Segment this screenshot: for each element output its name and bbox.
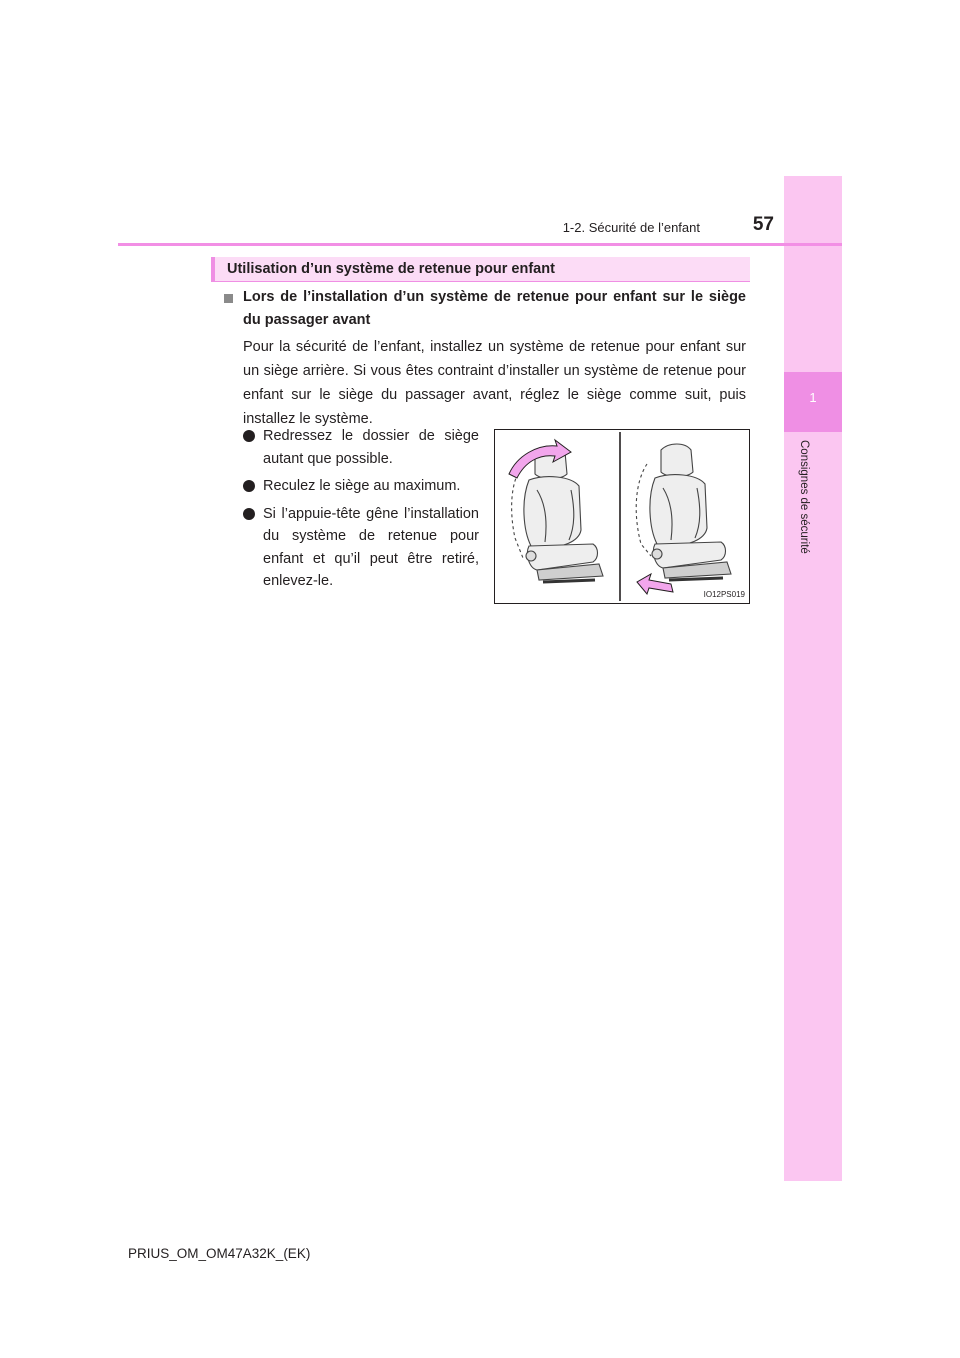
page-number: 57 bbox=[752, 214, 774, 235]
sub-heading: Lors de l’installation d’un système de retenue pour enfant sur le siège du passager avant bbox=[243, 289, 746, 328]
chapter-side-tab bbox=[784, 176, 842, 1181]
seat-back-position-icon bbox=[636, 444, 731, 580]
chapter-number: 1 bbox=[809, 390, 817, 405]
section-title: Utilisation d’un système de retenue pour enfant bbox=[227, 261, 555, 277]
list-item-text: Reculez le siège au maximum. bbox=[263, 478, 461, 494]
document-code: PRIUS_OM_OM47A32K_(EK) bbox=[128, 1246, 311, 1261]
seat-illustration bbox=[495, 430, 749, 603]
list-item bbox=[243, 425, 479, 470]
seat-adjustment-figure bbox=[494, 429, 750, 604]
figure-code: IO12PS019 bbox=[703, 590, 745, 599]
body-paragraph: Pour la sécurité de l’enfant, installez un système de retenue pour enfant sur un siège arrière. Si vous êtes contraint d’installer un système de retenue pour enfant sur le siège du passager avant, réglez le siège comme suit, puis installez le système. bbox=[243, 339, 746, 427]
bullet-dot-icon bbox=[243, 508, 255, 520]
bullet-dot-icon bbox=[243, 430, 255, 442]
chapter-label: Consignes de sécurité bbox=[798, 440, 810, 554]
section-reference: 1-2. Sécurité de l’enfant bbox=[562, 220, 700, 235]
list-item-text: Redressez le dossier de siège autant que possible. bbox=[263, 428, 479, 467]
bullet-dot-icon bbox=[243, 480, 255, 492]
list-item bbox=[243, 475, 479, 498]
list-item-text: Si l’appuie-tête gêne l’installation du système de retenue pour enfant et qu’il peut être retiré, enlevez-le. bbox=[263, 505, 479, 589]
instruction-list bbox=[243, 425, 479, 598]
section-title-bar bbox=[211, 257, 750, 282]
square-bullet-icon bbox=[224, 294, 233, 303]
list-item bbox=[243, 503, 479, 593]
header-rule bbox=[118, 243, 842, 246]
